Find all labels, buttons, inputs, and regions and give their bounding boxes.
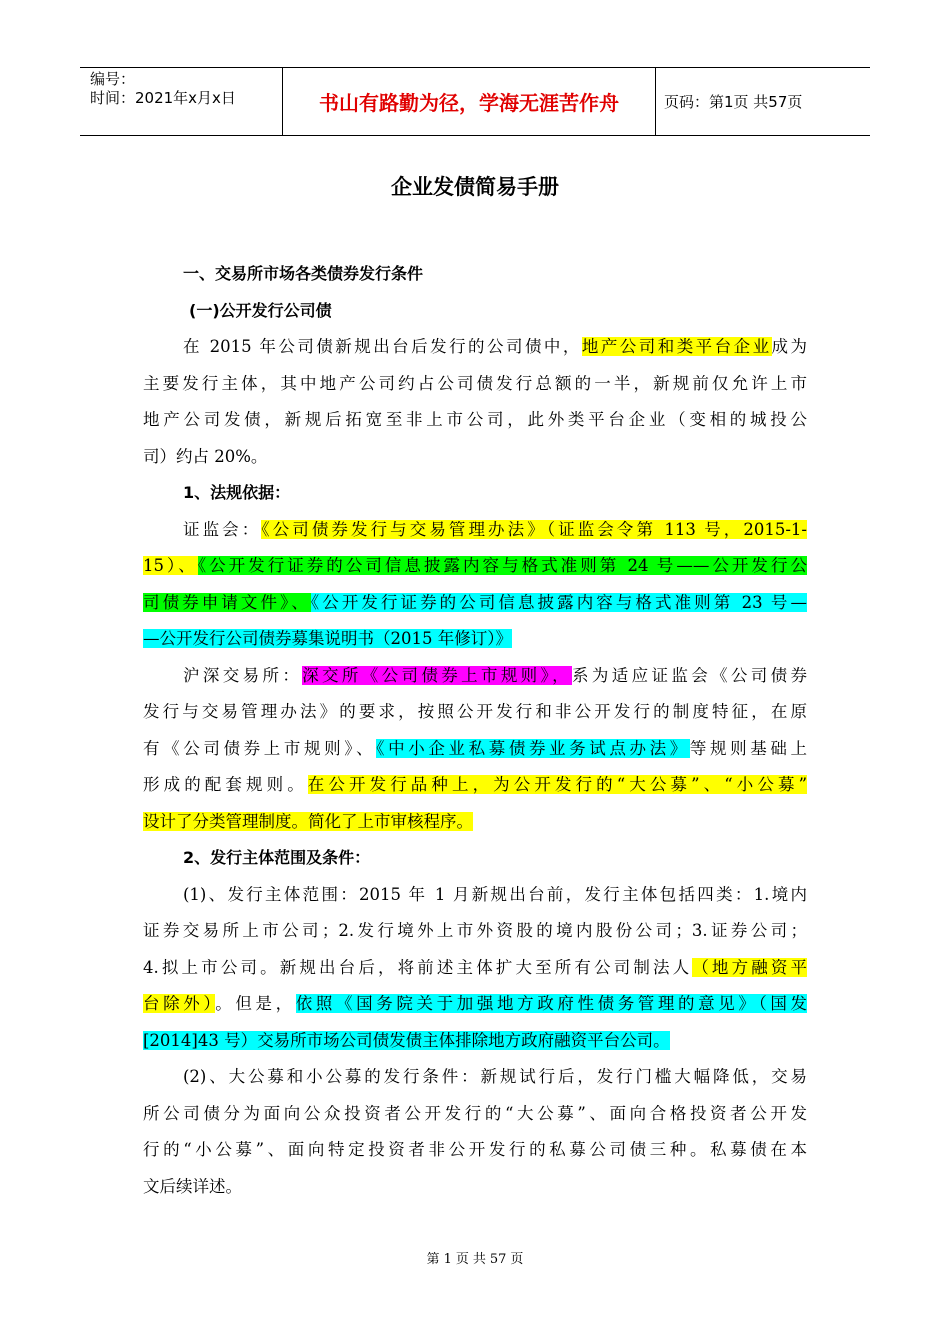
highlight-yellow: 台除外） xyxy=(143,994,216,1013)
text-run: 。但是， xyxy=(215,994,296,1013)
document-title: 企业发债简易手册 xyxy=(391,175,559,199)
time-label: 时间：2021年x月x日 xyxy=(90,89,236,107)
paragraph-line xyxy=(143,658,807,695)
paragraph-line xyxy=(143,731,807,768)
footer-text: 页 xyxy=(510,1252,524,1267)
text-run: 在 2015 年公司债新规出台后发行的公司债中， xyxy=(183,337,582,356)
highlight-yellow: 地产公司和类平台企业 xyxy=(581,337,772,356)
subsection-heading: (一)公开发行公司债 xyxy=(189,300,332,320)
paragraph-line: 文后续详述。 xyxy=(143,1176,242,1196)
text-run: 证监会： xyxy=(183,519,262,539)
header-left-cell xyxy=(80,68,282,135)
paragraph-line: 行的“小公募”、面向特定投资者非公开发行的私募公司债三种。私募债在本 xyxy=(143,1140,807,1159)
paragraph-line xyxy=(143,585,807,622)
paragraph-line xyxy=(143,329,807,366)
paragraph-line xyxy=(143,548,807,585)
paragraph-line xyxy=(143,1023,807,1060)
slogan: 书山有路勤为径，学海无涯苦作舟 xyxy=(282,68,656,135)
highlight-yellow: 设计了分类管理制度。简化了上市审核程序。 xyxy=(143,811,473,831)
highlight-cyan: —公开发行公司债券募集说明书（2015 年修订）》 xyxy=(143,629,512,648)
text-run: 成为 xyxy=(771,337,808,356)
paragraph-line xyxy=(143,512,807,549)
scope-heading: 2、发行主体范围及条件： xyxy=(183,848,371,867)
paragraph-line: (1)、发行主体范围：2015 年 1 月新规出台前，发行主体包括四类：1.境内 xyxy=(183,884,807,904)
highlight-yellow: 在公开发行品种上，为公开发行的“大公募”、“小公募” xyxy=(307,775,808,794)
paragraph-line: 发行与交易管理办法》的要求，按照公开发行和非公开发行的制度特征，在原 xyxy=(143,702,807,721)
paragraph-line: 证券交易所上市公司；2.发行境外上市外资股的境内股份公司；3.证券公司； xyxy=(143,921,807,940)
text-run: 沪深交易所： xyxy=(183,665,303,685)
paragraph-line xyxy=(143,986,807,1023)
footer-text: 共 xyxy=(472,1252,486,1267)
law-heading: 1、法规依据： xyxy=(183,483,291,502)
paragraph-line xyxy=(143,804,807,841)
number-label: 编号： xyxy=(90,70,136,88)
document-body xyxy=(143,256,807,1205)
highlight-magenta: 深交所《公司债券上市规则》， xyxy=(302,665,573,685)
footer-text: 页 xyxy=(455,1252,469,1267)
header-table xyxy=(80,67,870,136)
paragraph-line xyxy=(143,621,807,658)
highlight-yellow: 《公司债券发行与交易管理办法》（证监会令第 113 号，2015-1- xyxy=(261,519,807,539)
page-info: 页码：第1页 共57页 xyxy=(664,93,803,111)
paragraph-line: 所公司债分为面向公众投资者公开发行的“大公募”、面向合格投资者公开发 xyxy=(143,1103,807,1123)
highlight-cyan: 《中小企业私募债券业务试点办法》 xyxy=(376,738,690,758)
section-heading: 一、交易所市场各类债券发行条件 xyxy=(183,264,424,283)
footer-total-pages: 57 xyxy=(489,1252,507,1267)
highlight-cyan: [2014]43 号）交易所市场公司债发债主体排除地方政府融资平台公司。 xyxy=(143,1030,670,1050)
highlight-green: 《公开发行证券的公司信息披露内容与格式准则第 24 号——公开发行公 xyxy=(197,556,807,575)
paragraph-line: 司）约占 20%。 xyxy=(143,446,268,466)
highlight-yellow: （地方融资平 xyxy=(692,957,808,977)
paragraph-line: 主要发行主体，其中地产公司约占公司债发行总额的一半，新规前仅允许上市 xyxy=(143,373,807,393)
paragraph-line: (2)、大公募和小公募的发行条件：新规试行后，发行门槛大幅降低，交易 xyxy=(183,1067,807,1086)
paragraph-line xyxy=(143,767,807,804)
page-footer xyxy=(0,1248,950,1267)
highlight-cyan: 《公开发行证券的公司信息披露内容与格式准则第 23 号— xyxy=(310,592,807,612)
footer-text: 第 xyxy=(426,1252,440,1267)
text-run: 有《公司债券上市规则》、 xyxy=(143,738,377,758)
paragraph-line: 地产公司发债，新规后拓宽至非上市公司，此外类平台企业（变相的城投公 xyxy=(143,410,807,429)
highlight-green: 司债券申请文件》、 xyxy=(143,592,311,612)
paragraph-line xyxy=(143,950,807,987)
text-run: 等规则基础上 xyxy=(689,738,808,758)
text-run: 形成的配套规则。 xyxy=(143,775,308,794)
footer-page-number: 1 xyxy=(443,1252,452,1267)
text-run: 系为适应证监会《公司债券 xyxy=(572,665,808,685)
text-run: 4.拟上市公司。新规出台后，将前述主体扩大至所有公司制法人 xyxy=(143,957,693,977)
highlight-cyan: 依照《国务院关于加强地方政府性债务管理的意见》（国发 xyxy=(295,994,808,1013)
highlight-yellow: 15）、 xyxy=(143,556,198,575)
